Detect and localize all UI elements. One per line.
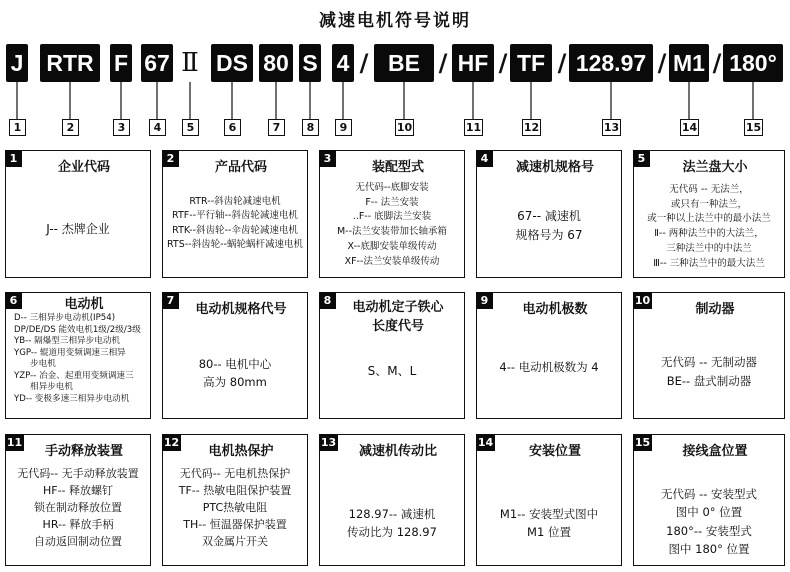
number-box: 4 [149, 119, 166, 136]
card-line: 无代码-- 无手动释放装置 [17, 467, 139, 480]
card-title: 电动机规格代号 [195, 302, 287, 317]
code-part-enterprise: J [6, 44, 28, 82]
number-box: 7 [268, 119, 285, 136]
number-box: 5 [182, 119, 199, 136]
card-line: 步电机 [30, 359, 56, 370]
number-box: 9 [335, 119, 352, 136]
card-line: XF--法兰安装单级传动 [344, 255, 440, 267]
code-part-manual-release: HF [452, 44, 494, 82]
card-line: YD-- 变极多速三相异步电动机 [14, 393, 130, 404]
number-box: 2 [62, 119, 79, 136]
card-number: 1 [5, 150, 22, 167]
card-motor-size [162, 292, 308, 419]
card-manual-release [5, 434, 151, 566]
card-line: 180°-- 安装型式 [666, 523, 752, 538]
card-line: YGP-- 辊道用变频调速三相异 [14, 347, 126, 358]
card-title: 电动机定子铁心 [352, 300, 444, 315]
card-line: 相异步电机 [30, 382, 73, 393]
code-part-product: RTR [40, 44, 100, 82]
card-line: PTC热敏电阻 [202, 501, 268, 515]
card-line: D-- 三相异步电动机(IP54) [14, 313, 116, 323]
card-title: 产品代码 [214, 160, 267, 175]
card-number: 9 [476, 292, 493, 309]
card-number: 13 [319, 434, 338, 451]
card-number: 3 [319, 150, 336, 167]
number-box: 10 [396, 121, 413, 134]
number-box: 13 [603, 121, 620, 134]
card-title: 手动释放装置 [44, 444, 123, 459]
code-part-flange: Ⅱ [181, 48, 199, 77]
card-line: 无代码 -- 无法兰， [669, 184, 749, 195]
card-line: M--法兰安装带加长轴承箱 [336, 226, 448, 238]
card-line: ..F-- 底脚法兰安装 [352, 211, 432, 223]
card-line: 自动返回制动位置 [34, 535, 122, 549]
code-separator: / [557, 49, 567, 77]
card-transmission-ratio [319, 434, 465, 566]
code-part-reducer-size: 67 [141, 44, 173, 82]
card-assembly-type [319, 150, 465, 278]
card-line: RTS--斜齿轮--蜗轮蜗杆减速电机 [167, 238, 303, 250]
card-title: 减速机传动比 [358, 444, 437, 459]
card-title: 装配型式 [371, 160, 424, 175]
card-line: DP/DE/DS 能效电机1级/2级/3级 [14, 324, 141, 335]
card-line: 80-- 电机中心 [198, 357, 272, 371]
card-line: 128.97-- 减速机 [348, 507, 436, 521]
code-part-poles: 4 [332, 44, 354, 82]
card-number: 11 [5, 434, 24, 451]
card-title: 减速机规格号 [515, 160, 594, 175]
number-box: 6 [224, 119, 241, 136]
card-brake [633, 292, 785, 419]
card-enterprise-code [5, 150, 151, 278]
card-line: HR-- 释放手柄 [42, 518, 114, 532]
code-part-thermal: TF [510, 44, 552, 82]
card-line: 67-- 减速机 [517, 209, 581, 223]
number-box: 8 [302, 119, 319, 136]
card-title: 电机热保护 [208, 444, 274, 459]
card-line: 或一种以上法兰中的最小法兰 [647, 213, 771, 225]
card-line: 三种法兰中的中法兰 [666, 242, 752, 254]
card-line: HF-- 释放螺钉 [42, 484, 114, 498]
number-box: 15 [745, 121, 762, 134]
card-terminal-box-position [633, 434, 785, 566]
code-part-stator-length: S [299, 44, 321, 82]
card-title: 法兰盘大小 [682, 160, 748, 175]
card-line: 无代码-- 无电机热保护 [179, 467, 291, 480]
card-number: 5 [633, 150, 650, 167]
card-title: 安装位置 [528, 444, 581, 459]
card-title-line2: 长度代号 [371, 318, 424, 334]
card-number: 14 [476, 434, 495, 451]
card-number: 10 [633, 292, 652, 309]
code-part-ratio: 128.97 [569, 44, 653, 82]
number-box: 14 [681, 121, 698, 134]
card-thermal-protection [162, 434, 308, 566]
code-separator: / [359, 49, 369, 77]
card-title: 制动器 [695, 302, 735, 317]
code-separator: / [657, 49, 667, 77]
card-number: 4 [476, 150, 493, 167]
code-separator: / [712, 49, 722, 77]
code-separator: / [438, 49, 448, 77]
card-line: RTR--斜齿轮减速电机 [189, 196, 281, 207]
card-line: BE-- 盘式制动器 [666, 373, 752, 388]
card-line: 或只有一种法兰， [670, 198, 747, 210]
card-line: 高为 80mm [203, 375, 267, 390]
number-box: 3 [113, 119, 130, 136]
card-line: S、M、L [367, 364, 417, 378]
card-line: 无代码--底脚安装 [355, 182, 429, 193]
card-line: 无代码 -- 无制动器 [660, 355, 758, 369]
code-part-mount-position: M1 [669, 44, 709, 82]
card-line: M1-- 安装型式图中 [499, 507, 599, 521]
card-line: M1 位置 [527, 525, 571, 540]
card-line: X--底脚安装单级传动 [347, 240, 437, 252]
card-line: TH-- 恒温器保护装置 [183, 518, 287, 532]
card-line: F-- 法兰安装 [365, 196, 419, 208]
card-number: 6 [5, 292, 22, 309]
card-line: 图中 0° 位置 [675, 505, 743, 520]
card-title: 接线盒位置 [682, 444, 748, 459]
code-separator: / [498, 49, 508, 77]
card-line: 图中 180° 位置 [668, 542, 750, 557]
card-number: 12 [162, 434, 181, 451]
card-motor [5, 292, 151, 419]
card-line: 双金属片开关 [202, 535, 268, 549]
code-part-brake: BE [374, 44, 434, 82]
card-line: 规格号为 67 [515, 228, 583, 243]
card-product-code [162, 150, 308, 278]
page-title: 减速电机符号说明 [319, 11, 471, 31]
card-line: YB-- 隔爆型三相异步电动机 [14, 336, 121, 347]
card-line: J-- 杰牌企业 [46, 222, 110, 236]
code-part-assembly: F [110, 44, 132, 82]
card-flange-size [633, 150, 785, 278]
card-line: Ⅲ-- 三种法兰中的最大法兰 [653, 257, 765, 269]
card-line: Ⅱ-- 两种法兰中的大法兰， [654, 228, 764, 240]
card-line: TF-- 热敏电阻保护装置 [178, 484, 292, 498]
card-number: 8 [319, 292, 336, 309]
code-part-motor: DS [211, 44, 253, 82]
card-number: 7 [162, 292, 179, 309]
card-reducer-size [476, 150, 622, 278]
card-number: 15 [633, 434, 652, 451]
code-part-terminal-box: 180° [723, 44, 783, 82]
card-line: RTK--斜齿轮--伞齿轮减速电机 [172, 224, 298, 236]
card-title: 电动机 [64, 297, 104, 312]
number-box: 11 [465, 121, 482, 134]
code-part-motor-size: 80 [259, 44, 293, 82]
card-line: 无代码 -- 安装型式 [660, 487, 758, 501]
card-motor-poles [476, 292, 622, 419]
card-title: 电动机极数 [522, 302, 588, 317]
card-stator-length [319, 292, 465, 419]
number-box: 12 [523, 121, 540, 134]
card-line: RTF--平行轴--斜齿轮减速电机 [172, 210, 298, 222]
card-line: 锁在制动释放位置 [34, 501, 122, 515]
card-line: 4-- 电动机极数为 4 [499, 360, 599, 374]
card-number: 2 [162, 150, 179, 167]
card-line: YZP-- 冶金、起重用变频调速三 [14, 370, 134, 381]
card-mount-position [476, 434, 622, 566]
card-line: 传动比为 128.97 [347, 525, 437, 540]
number-box: 1 [9, 119, 26, 136]
card-title: 企业代码 [57, 160, 110, 175]
